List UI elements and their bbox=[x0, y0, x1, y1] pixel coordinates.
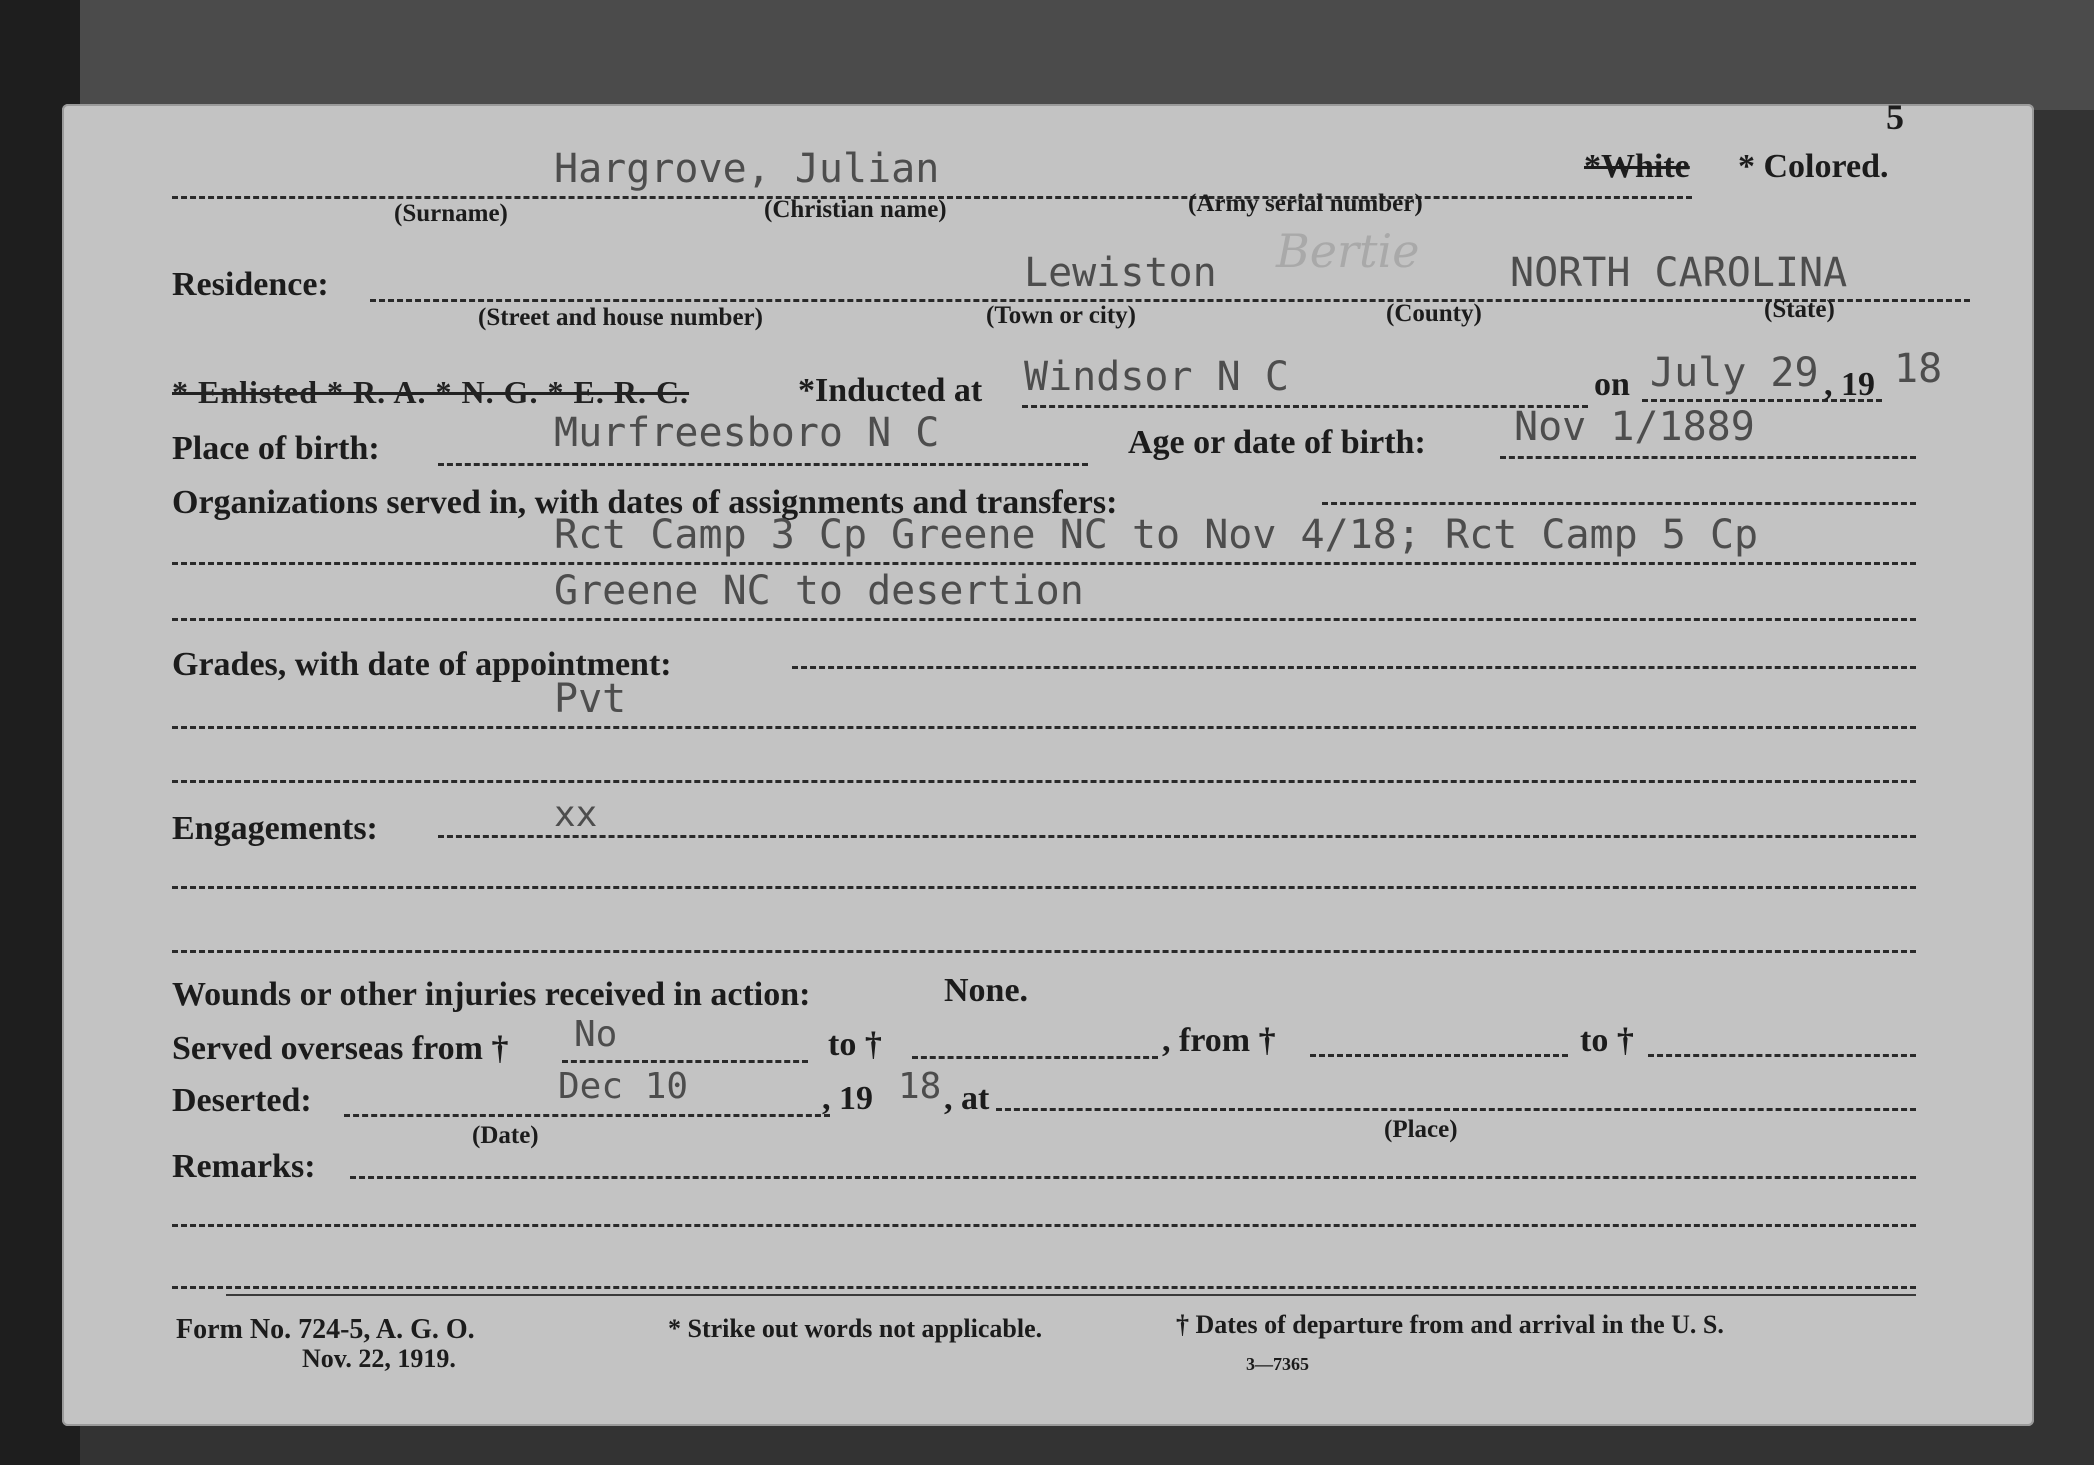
overseas-label: Served overseas from † bbox=[172, 1030, 509, 1067]
grades-label-line bbox=[792, 666, 1916, 669]
engagements-label: Engagements: bbox=[172, 810, 378, 847]
overseas-to1-line bbox=[912, 1056, 1158, 1059]
on-label: on bbox=[1594, 366, 1630, 403]
residence-label: Residence: bbox=[172, 266, 329, 303]
overseas-to1-label: to † bbox=[828, 1026, 882, 1063]
county-caption: (County) bbox=[1386, 300, 1482, 327]
print-code: 3—7365 bbox=[1246, 1354, 1309, 1374]
organizations-line-1-text: Rct Camp 3 Cp Greene NC to Nov 4/18; Rct Camp 5 Cp bbox=[554, 512, 1759, 558]
state-caption: (State) bbox=[1764, 296, 1835, 323]
organizations-line-1 bbox=[172, 562, 1916, 565]
name-value: Hargrove, Julian bbox=[554, 146, 940, 192]
organizations-label: Organizations served in, with dates of assignments and transfers: bbox=[172, 484, 1118, 521]
inducted-date: July 29 bbox=[1650, 350, 1819, 396]
christian-name-caption: (Christian name) bbox=[764, 196, 947, 223]
place-of-birth-label: Place of birth: bbox=[172, 430, 380, 467]
overseas-from2-label: , from † bbox=[1162, 1022, 1276, 1059]
scanner-edge-top bbox=[80, 0, 2094, 110]
enlisted-struck-label: * Enlisted * R. A. * N. G. * E. R. C. bbox=[172, 374, 690, 410]
residence-county-pencil: Bertie bbox=[1276, 224, 1420, 278]
birth-place: Murfreesboro N C bbox=[554, 410, 940, 456]
race-white-struck bbox=[1584, 148, 1690, 186]
strike-note: * Strike out words not applicable. bbox=[668, 1314, 1043, 1343]
inducted-label: *Inducted at bbox=[798, 372, 983, 409]
birth-date-line bbox=[1500, 456, 1916, 459]
inducted-place-line bbox=[1022, 405, 1588, 408]
deserted-date: Dec 10 bbox=[558, 1066, 689, 1107]
deserted-date-line bbox=[344, 1114, 830, 1117]
engagements-line-3 bbox=[172, 950, 1916, 953]
deserted-at-label: , at bbox=[944, 1080, 990, 1117]
wounds-value: None. bbox=[944, 972, 1029, 1009]
birth-place-line bbox=[438, 463, 1088, 466]
residence-town: Lewiston bbox=[1024, 250, 1217, 296]
deserted-place-caption: (Place) bbox=[1384, 1116, 1458, 1143]
deserted-year-prefix: , 19 bbox=[822, 1080, 873, 1117]
organizations-label-line bbox=[1322, 502, 1916, 505]
overseas-from2-line bbox=[1310, 1054, 1568, 1057]
grades-line-1 bbox=[172, 726, 1916, 729]
deserted-place-line bbox=[996, 1108, 1916, 1111]
remarks-line-3 bbox=[172, 1286, 1916, 1289]
street-caption: (Street and house number) bbox=[478, 304, 763, 331]
race-white-label: *White bbox=[1584, 148, 1690, 185]
race-colored-label: * Colored. bbox=[1738, 148, 1889, 185]
town-caption: (Town or city) bbox=[986, 302, 1136, 329]
wounds-label: Wounds or other injuries received in action: bbox=[172, 976, 811, 1013]
page-number: 5 bbox=[1886, 97, 1904, 137]
surname-caption: (Surname) bbox=[394, 200, 508, 227]
deserted-year: 18 bbox=[898, 1066, 942, 1107]
inducted-year: 18 bbox=[1894, 346, 1943, 392]
birth-date: Nov 1/1889 bbox=[1514, 404, 1755, 450]
remarks-label: Remarks: bbox=[172, 1148, 316, 1185]
grades-line-2 bbox=[172, 780, 1916, 783]
organizations-line-2-text: Greene NC to desertion bbox=[554, 568, 1084, 614]
inducted-place: Windsor N C bbox=[1024, 354, 1289, 400]
inducted-year-prefix: , 19 bbox=[1824, 366, 1875, 403]
engagements-line-2 bbox=[172, 886, 1916, 889]
deserted-date-caption: (Date) bbox=[472, 1122, 539, 1149]
army-serial-caption: (Army serial number) bbox=[1188, 190, 1423, 217]
overseas-from1-line bbox=[562, 1060, 808, 1063]
deserted-label: Deserted: bbox=[172, 1082, 312, 1119]
organizations-line-2 bbox=[172, 618, 1916, 621]
overseas-to2-line bbox=[1648, 1054, 1916, 1057]
residence-state: NORTH CAROLINA bbox=[1510, 250, 1848, 296]
overseas-to2-label: to † bbox=[1580, 1022, 1634, 1059]
grades-value: Pvt bbox=[554, 676, 627, 722]
service-record-card bbox=[62, 97, 2034, 1426]
remarks-line-2 bbox=[172, 1224, 1916, 1227]
footer-rule bbox=[226, 1294, 1916, 1296]
engagements-value: xx bbox=[554, 794, 598, 835]
residence-line bbox=[370, 299, 1970, 302]
grades-label: Grades, with date of appointment: bbox=[172, 646, 672, 683]
form-number: Form No. 724-5, A. G. O. bbox=[176, 1314, 475, 1345]
engagements-line-1 bbox=[438, 835, 1916, 838]
remarks-line-1 bbox=[350, 1176, 1916, 1179]
dates-note: † Dates of departure from and arrival in the U. S. bbox=[1176, 1310, 1724, 1339]
form-date: Nov. 22, 1919. bbox=[302, 1344, 456, 1373]
overseas-from1-value: No bbox=[574, 1014, 618, 1055]
birth-date-label: Age or date of birth: bbox=[1128, 424, 1426, 461]
